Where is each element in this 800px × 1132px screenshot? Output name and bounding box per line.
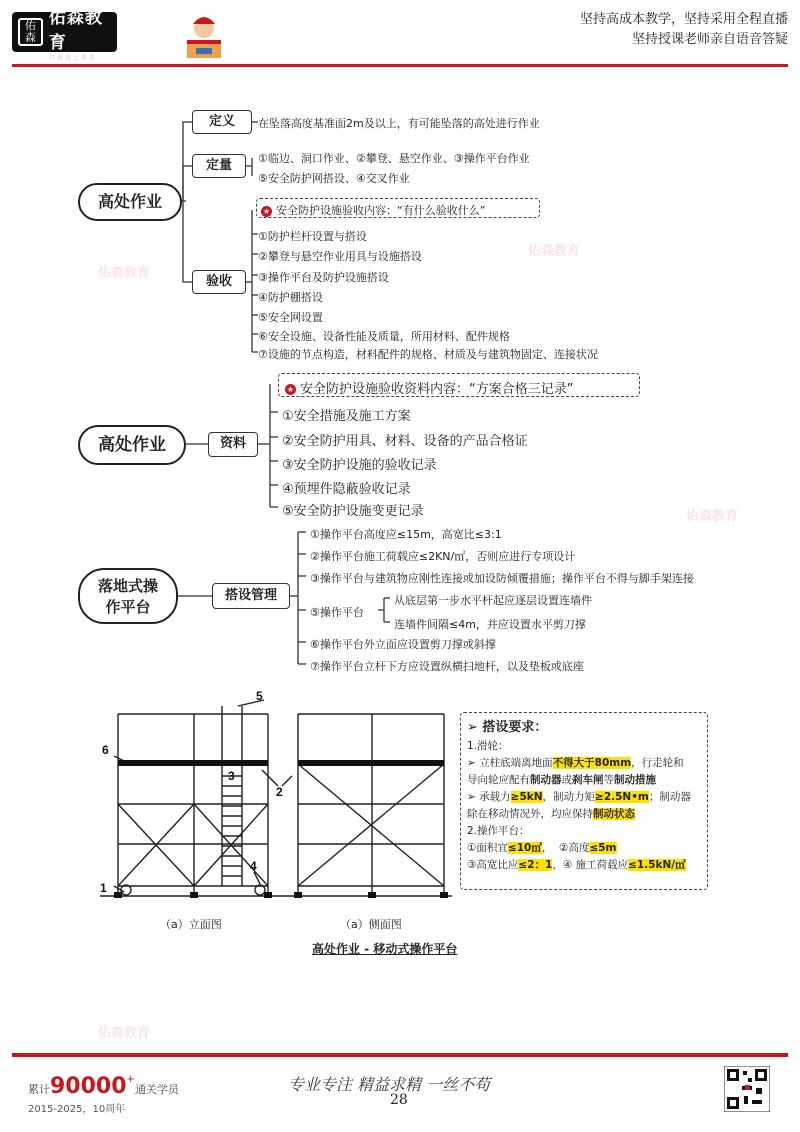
platform-item: ⑦操作平台立杆下方应设置纵横扫地杆，以及垫板或底座 bbox=[310, 660, 584, 673]
figure-title: 高处作业 - 移动式操作平台 bbox=[312, 942, 458, 956]
figure-label: 5 bbox=[256, 689, 263, 703]
caption-elevation: （a）立面图 bbox=[160, 918, 222, 931]
platform-req-2: ③高宽比应≤2：1，④ 施工荷载应≤1.5kN/㎡ bbox=[467, 859, 686, 871]
acceptance-item: ④防护棚搭设 bbox=[258, 291, 323, 304]
platform-req-1: ①面积宜≤10㎡， ②高度≤5m bbox=[467, 842, 617, 854]
slogan-line-2: 坚持授课老师亲自语音答疑 bbox=[631, 32, 788, 47]
count-number: 90000 bbox=[50, 1074, 127, 1099]
watermark-logo: 佑森教育 bbox=[686, 509, 739, 524]
elevation-view bbox=[118, 706, 268, 895]
qr-code-icon bbox=[724, 1066, 770, 1112]
scope-label: 定量 bbox=[192, 154, 246, 178]
scope-line-1: ①临边、洞口作业、②攀登、悬空作业、③操作平台作业 bbox=[258, 152, 530, 165]
acceptance-title: 安全防护设施验收内容：“有什么验收什么” bbox=[276, 204, 486, 217]
materials-title-box bbox=[278, 373, 640, 397]
figure-label: 3 bbox=[228, 769, 235, 783]
acceptance-item: ③操作平台及防护设施搭设 bbox=[258, 271, 389, 284]
platform-sub-item: 连墙件间隔≤4m，并应设置水平剪刀撑 bbox=[394, 618, 586, 631]
definition-text: 在坠落高度基准面2m及以上，有可能坠落的高处进行作业 bbox=[258, 117, 540, 130]
root-node-platform bbox=[78, 568, 178, 624]
arrow-icon: ➢ bbox=[467, 791, 480, 803]
platform-sub-item: 从底层第一步水平杆起应逐层设置连墙件 bbox=[394, 594, 592, 607]
acceptance-title-box bbox=[256, 198, 540, 218]
acceptance-label: 验收 bbox=[192, 270, 246, 294]
definition-label: 定义 bbox=[192, 110, 252, 134]
acceptance-item: ①防护栏杆设置与搭设 bbox=[258, 230, 367, 243]
platform-item: ①操作平台高度应≤15m，高宽比≤3:1 bbox=[310, 528, 502, 541]
figure-label: 6 bbox=[102, 743, 109, 757]
page-number: 28 bbox=[390, 1092, 408, 1108]
platform-item: ②操作平台施工荷载应≤2KN/㎡，否则应进行专项设计 bbox=[310, 550, 576, 563]
footer-divider bbox=[12, 1053, 788, 1057]
side-view bbox=[298, 714, 444, 894]
requirements-title: 搭设要求： bbox=[482, 720, 548, 735]
platform-label: 2.操作平台： bbox=[467, 825, 530, 837]
root-node-materials: 高处作业 bbox=[78, 425, 186, 465]
logo-sub-text: 只做线上考培 bbox=[48, 54, 97, 62]
scope-line-2: ⑤安全防护网搭设、④交叉作业 bbox=[258, 172, 410, 185]
arrow-icon: ➢ bbox=[467, 720, 483, 735]
figure-label: 4 bbox=[250, 859, 257, 873]
materials-item: ③安全防护设施的验收记录 bbox=[282, 458, 437, 473]
caption-side: （a）侧面图 bbox=[340, 918, 402, 931]
platform-item: ⑥操作平台外立面应设置剪刀撑或斜撑 bbox=[310, 638, 496, 651]
slogan-line-1: 坚持高成本教学，坚持采用全程直播 bbox=[579, 12, 788, 27]
materials-item: ④预埋件隐蔽验收记录 bbox=[282, 482, 411, 497]
acceptance-item: ⑤安全网设置 bbox=[258, 311, 323, 324]
acceptance-item: ⑥安全设施、设备性能及质量，所用材料、配件规格 bbox=[258, 330, 510, 343]
star-icon: ★ bbox=[262, 206, 271, 216]
logo-main-text: 佑森教育 bbox=[48, 7, 103, 53]
watermark-logo: 佑森教育 bbox=[98, 1026, 151, 1041]
materials-item: ②安全防护用具、材料、设备的产品合格证 bbox=[282, 434, 528, 449]
root-node-high-work: 高处作业 bbox=[78, 183, 182, 221]
acceptance-item: ⑦设施的节点构造，材料配件的规格、材质及与建筑物固定、连接状况 bbox=[258, 348, 598, 361]
wheel-req-2: ➢ 承载力≥5kN，制动力矩≥2.5N•m；制动器 bbox=[467, 791, 691, 803]
materials-label: 资料 bbox=[208, 432, 258, 457]
watermark-logo: 佑森教育 bbox=[528, 244, 581, 259]
platform-item: ③操作平台与建筑物应刚性连接或加设防倾覆措施；操作平台不得与脚手架连接 bbox=[310, 572, 694, 585]
star-icon: ★ bbox=[286, 385, 295, 394]
arrow-icon: ➢ bbox=[467, 757, 480, 769]
figure-label: 2 bbox=[276, 785, 283, 799]
student-count: 累计90000+通关学员 bbox=[28, 1074, 179, 1099]
materials-item: ①安全措施及施工方案 bbox=[282, 409, 411, 424]
materials-item: ⑤安全防护设施变更记录 bbox=[282, 504, 424, 519]
scaffold-figure bbox=[96, 686, 456, 908]
acceptance-item: ②攀登与悬空作业用具与设施搭设 bbox=[258, 250, 422, 263]
years-text: 2015-2025，10周年 bbox=[28, 1104, 126, 1115]
motto-signature: 专业专注 精益求精 一丝不苟 bbox=[288, 1075, 491, 1094]
figure-label: 1 bbox=[100, 881, 107, 895]
wheel-label: 1.滑轮： bbox=[467, 740, 509, 752]
platform-root-line-1: 落地式操 bbox=[97, 577, 158, 595]
platform-item: ⑤操作平台 bbox=[310, 606, 364, 619]
logo-seal: 佑森 bbox=[18, 18, 43, 46]
watermark-logo: 佑森教育 bbox=[98, 266, 151, 281]
platform-root-line-2: 作平台 bbox=[105, 598, 151, 616]
requirements-box: ➢ 搭设要求： 1.滑轮： ➢ 立柱底端离地面不得大于80mm，行走轮和 导向轮应配有制动器或刹车闸等制动措施 ➢ 承载力≥5kN，制动力矩≥2.5N•m；制动器 除在移动情况外，均应保持制动状态 2.操作平台： ①面积宜≤10㎡， ②高度≤5m ③高宽比应≤2：1，④ 施工荷载应≤1.5kN/㎡ bbox=[460, 712, 708, 890]
setup-management-label: 搭设管理 bbox=[212, 583, 290, 609]
wheel-req-1: ➢ 立柱底端离地面不得大于80mm，行走轮和 bbox=[467, 757, 684, 769]
materials-title: 安全防护设施验收资料内容：“方案合格三记录” bbox=[300, 382, 574, 397]
